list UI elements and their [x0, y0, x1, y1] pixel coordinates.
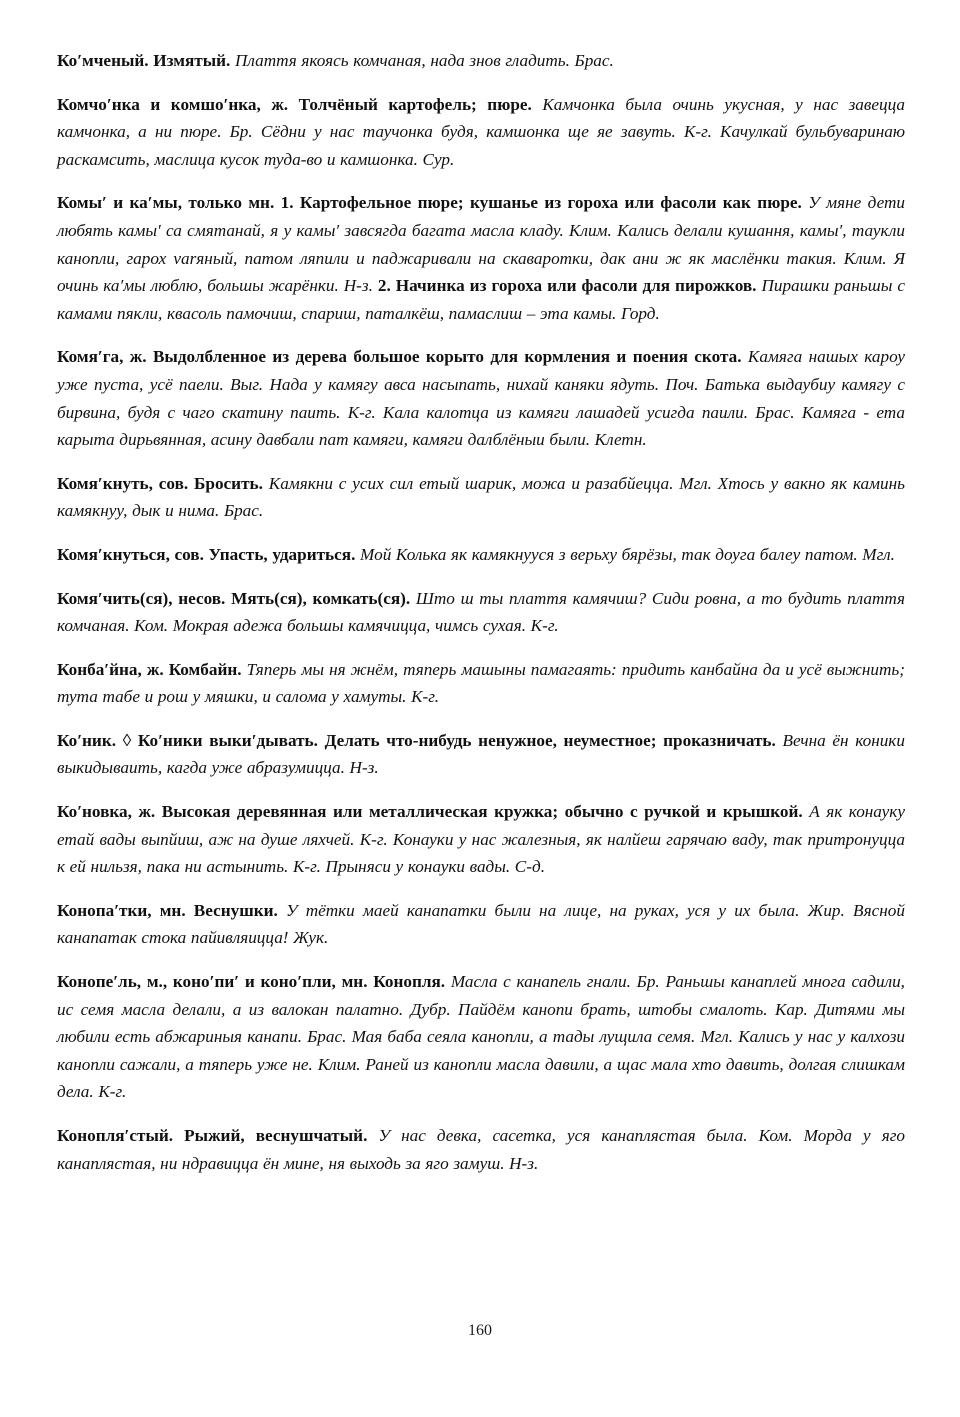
- entry-headword: Конба′йна, ж.: [57, 659, 164, 679]
- entry-definition: Комбайн.: [168, 659, 242, 679]
- entry-headword: Конопа′тки, мн.: [57, 900, 186, 920]
- entry-headword: Конопе′ль, м., коно′пи′ и коно′пли, мн.: [57, 972, 368, 992]
- entry-examples: А як конауку етай вады выпйиш, аж на душе ляхчей. К-г. Конауки у нас жалезныя, як налйеш гарячаю ваду, так притронуцца к ей нильзя, пака ни астынить. К-г. Прыняси у конауки вады. С-д.: [57, 802, 905, 877]
- entry-headword: Комя′кнуться, сов.: [57, 544, 204, 564]
- page-number: 160: [468, 1322, 492, 1339]
- entry-examples: Што ш ты плаття камячиш? Сиди ровна, а то будить плаття комчаная. Ком. Мокрая адежа большы камячицца, чимсь сухая. К-г.: [57, 588, 905, 636]
- page-text-column: [57, 47, 905, 1177]
- entry-sense-number: 1.: [280, 193, 294, 213]
- dictionary-entry: [57, 91, 905, 174]
- entry-headword: Ко′мченый.: [57, 51, 149, 70]
- dictionary-entry: [57, 585, 905, 640]
- entry-headword: Комя′чить(ся), несов.: [57, 588, 226, 608]
- entry-definition: Высокая деревянная или металлическая кружка; обычно с ручкой и крышкой.: [161, 802, 803, 822]
- entry-definition: Упасть, удариться.: [208, 544, 356, 564]
- dictionary-entry: [57, 656, 905, 711]
- entry-definition: Картофельное пюре; кушанье из гороха или фасоли как пюре.: [299, 193, 802, 213]
- entry-examples: У мяне дети любять камы′ са смятанай, я у камы′ завсягда багата масла кладу. Клим. Кались делали кушання, камы′, таукли канопли, гарох varяный, патом ляпили и паджаривали на скаваротки, дак ани ж як маслёнки такия. Клим. Я очинь ка′мы люблю, большы жарёнки. Н-з.: [57, 193, 905, 296]
- entry-headword: Ко′новка, ж.: [57, 802, 156, 822]
- entry-examples: Тяперь мы ня жнём, тяперь машыны памагаять: придить канбайна да и усё выжнить; тута табе и рош у мяшки, и салома у хамуты. К-г.: [57, 659, 905, 707]
- entry-definition: Выдолбленное из дерева большое корыто для кормления и поения скота.: [152, 347, 742, 367]
- dictionary-entry: [57, 727, 905, 782]
- dictionary-entry: [57, 470, 905, 525]
- entry-examples: У тётки маей канапатки были на лице, на руках, уся у их была. Жир. Вясной канапатак стока пайивляицца! Жук.: [57, 900, 905, 948]
- entry-headword: Ко′ник.: [57, 730, 117, 750]
- entry-examples: Мой Колька як камякнууся з верьху бярёзы, так доуга балеу патом. Мгл.: [360, 544, 895, 564]
- dictionary-entry: [57, 1122, 905, 1177]
- entry-examples: Вечна ён коники выкидываить, кагда уже абразумицца. Н-з.: [57, 730, 905, 778]
- entry-definition: Конопля.: [373, 972, 446, 992]
- dictionary-entry: [57, 968, 905, 1106]
- lozenge-icon: ◊: [122, 730, 132, 750]
- entry-examples: Камчонка была очинь укусная, у нас завецца камчонка, а ни пюре. Бр. Сёдни у нас таучонка будя, камшонка ще яе завуть. К-г. Качулкай бульбуваринаю раскамсить, маслица кусок туда-во и камшонка. Сур.: [57, 94, 905, 169]
- entry-definition: Мять(ся), комкать(ся).: [231, 588, 411, 608]
- entry-definition: Толчёный картофель; пюре.: [298, 94, 532, 114]
- entry-definition: Веснушки.: [193, 900, 278, 920]
- entry-examples: Пирашки раньшы с камами пякли, квасоль памочиш, спариш, паталкёш, памаслиш – эта камы. Горд.: [57, 276, 905, 323]
- entry-sense-number: 2.: [377, 276, 391, 296]
- entry-definition: Рыжий, веснушчатый.: [184, 1126, 368, 1145]
- entry-definition: Бросить.: [194, 473, 263, 493]
- entry-headword: Комя′кнуть, сов.: [57, 473, 189, 493]
- entry-headword: Комчо′нка и комшо′нка, ж.: [57, 94, 289, 114]
- entry-definition: Измятый.: [153, 51, 231, 70]
- entry-examples: Камякни с усих сил етый шарик, можа и разабйецца. Мгл. Хтось у вакно як каминь камякнуу, дык и нима. Брас.: [57, 473, 905, 521]
- dictionary-entry: [57, 47, 905, 75]
- entry-examples: У нас девка, сасетка, уся канаплястая была. Ком. Морда у яго канаплястая, ни ндравицца ён мине, ня выходь за яго замуш. Н-з.: [57, 1126, 905, 1173]
- dictionary-entry: [57, 541, 905, 569]
- dictionary-entry: [57, 343, 905, 453]
- entry-definition: Начинка из гороха или фасоли для пирожков.: [395, 276, 757, 296]
- entry-headword: Комя′га, ж.: [57, 347, 147, 367]
- entry-examples: Камяга нашых кароу уже пуста, усё паели. Выг. Нада у камягу авса насыпать, нихай каняки ядуть. Поч. Батька выдаубиу камягу с бирвина, будя с чаго скатину паить. К-г. Кала калотца из камяги лашадей усигда паили. Брас. Камяга - ета карыта дирьвянная, асину давбали пат камяги, камяги далблёныи были. Клетн.: [57, 347, 905, 450]
- entry-phrase: Ко′ники выки′дывать.: [137, 730, 318, 750]
- dictionary-entry: [57, 798, 905, 881]
- dictionary-entry: [57, 189, 905, 327]
- entry-examples: Плаття якоясь комчаная, нада знов гладить. Брас.: [235, 51, 614, 70]
- entry-examples: Масла с канапель гнали. Бр. Раньшы канаплей многа садили, ис семя масла делали, а из валокан палатно. Дубр. Пайдём канопи брать, штобы смалоть. Кар. Дитями мы любили есть абжариныя канапи. Брас. Мая баба сеяла канопли, а тады лущила семя. Мгл. Кались у нас у калхози канопли сажали, а тяперь уже не. Клим. Раней из канопли масла давили, а щас мала хто давить, долгая слишкам дела. К-г.: [57, 972, 905, 1102]
- dictionary-entry: [57, 897, 905, 952]
- entry-headword: Конопля′стый.: [57, 1126, 174, 1145]
- entry-headword: Комы′ и ка′мы, только мн.: [57, 193, 275, 213]
- entry-definition: Делать что-нибудь ненужное, неуместное; проказничать.: [324, 730, 776, 750]
